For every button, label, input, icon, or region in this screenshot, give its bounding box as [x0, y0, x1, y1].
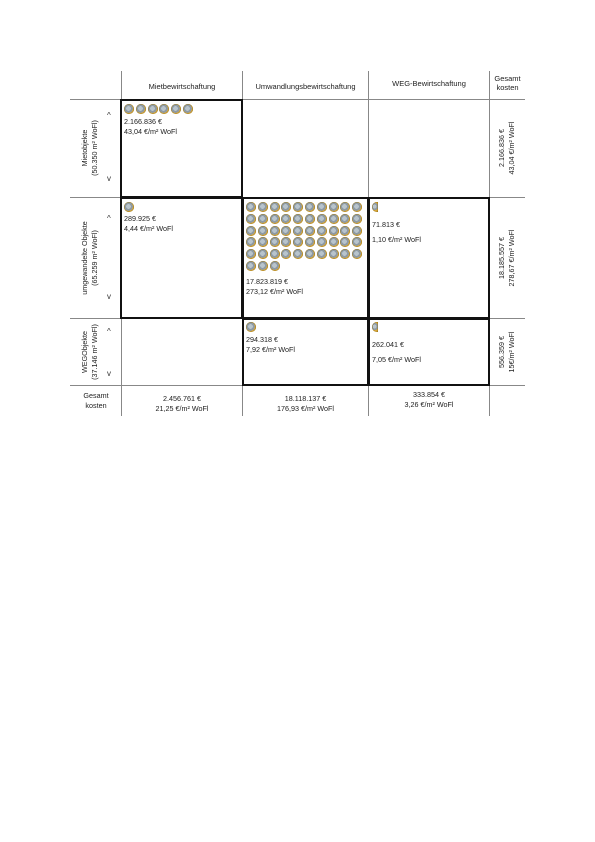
row-header-total [72, 391, 120, 410]
euro-coin-icon [148, 104, 158, 114]
column-header-total-line2: kosten [496, 83, 519, 92]
cell-umw-miet-text [124, 214, 173, 233]
euro-coin-icon [258, 261, 268, 271]
euro-coin-icon [352, 214, 362, 224]
col-total-amount: 18.118.137 € [284, 394, 327, 403]
euro-coin-icon [352, 226, 362, 236]
euro-coin-icon [270, 214, 280, 224]
cell-miet-miet-text [124, 117, 177, 136]
cell-weg-weg-text [372, 340, 421, 364]
column-header-miet: Mietbewirtschaftung [148, 82, 216, 91]
euro-coin-icon [258, 249, 268, 259]
euro-coin-icon [124, 104, 134, 114]
caret-up-icon: ^ [107, 214, 111, 223]
row-header-miet-area: (50.350 m² WoFl) [90, 120, 99, 176]
euro-coin-icon [372, 322, 378, 332]
cell-amount: 17.823.819 € [246, 277, 288, 286]
euro-coin-icon [258, 226, 268, 236]
row-total-amount: 2.166.836 € [497, 129, 506, 167]
cell-per-m2: 7,05 €/m² WoFl [372, 354, 421, 364]
euro-coin-icon [270, 237, 280, 247]
cell-border-miet-miet [120, 99, 243, 198]
cell-umw-umw-text [246, 277, 303, 296]
cell-per-m2: 7,92 €/m² WoFl [246, 344, 295, 354]
col-total-umw [243, 394, 368, 413]
row-total-weg [497, 317, 519, 387]
euro-coin-icon [372, 202, 378, 212]
euro-coin-icon [270, 226, 280, 236]
euro-coin-icon [281, 226, 291, 236]
row-header-umw [80, 198, 102, 318]
col-total-weg [369, 390, 489, 409]
euro-coin-icon [124, 202, 134, 212]
euro-coin-icon [305, 214, 315, 224]
euro-coin-icon [305, 226, 315, 236]
column-header-weg: WEG-Bewirtschaftung [392, 79, 466, 88]
cell-amount: 71.813 € [372, 220, 400, 229]
row-header-weg [80, 307, 102, 397]
cell-amount: 2.166.836 € [124, 117, 162, 126]
euro-coin-icon [317, 249, 327, 259]
row-total-per-m2: 15€/m² WoFl [507, 331, 516, 373]
euro-coin-icon [329, 249, 339, 259]
euro-coin-icon [183, 104, 193, 114]
row-header-umw-label: umgewandelte Objekte [80, 221, 89, 295]
caret-up-icon: ^ [107, 327, 111, 336]
euro-coin-icon [246, 202, 256, 212]
col-total-per-m2: 176,93 €/m² WoFl [277, 403, 334, 413]
row-header-umw-area: (65.259 m² WoFl) [90, 230, 99, 286]
euro-coin-icon [246, 322, 256, 332]
euro-coin-icon [136, 104, 146, 114]
euro-coin-icon [270, 261, 280, 271]
euro-coin-icon [246, 226, 256, 236]
row-total-per-m2: 278,67 €/m² WoFl [507, 229, 516, 287]
cell-border-umw-weg [368, 197, 490, 319]
row-header-total-line2: kosten [85, 400, 107, 410]
euro-coin-icon [329, 202, 339, 212]
cell-per-m2: 1,10 €/m² WoFl [372, 234, 421, 244]
col-total-per-m2: 21,25 €/m² WoFl [155, 403, 209, 413]
euro-coin-icon [246, 261, 256, 271]
column-header-umw: Umwandlungsbewirtschaftung [255, 82, 356, 91]
row-header-miet [80, 98, 102, 198]
cell-amount: 289.925 € [124, 214, 156, 223]
euro-coin-icon [340, 226, 350, 236]
euro-coin-icon [317, 226, 327, 236]
euro-coin-icon [270, 202, 280, 212]
cell-weg-umw-text [246, 335, 295, 354]
col-total-miet [122, 394, 242, 413]
row-header-weg-label: WEGObjekte [80, 331, 89, 373]
euro-coin-icon [293, 226, 303, 236]
column-header-total [490, 74, 525, 92]
row-total-amount: 18.185.557 € [497, 237, 506, 279]
col-total-amount: 333.854 € [413, 390, 445, 399]
cell-umw-weg-text [372, 220, 421, 244]
euro-coin-icon [246, 214, 256, 224]
euro-coin-icon [317, 214, 327, 224]
euro-coin-icon [329, 237, 339, 247]
column-header-total-line1: Gesamt [494, 74, 521, 83]
euro-coin-icon [258, 202, 268, 212]
cell-per-m2: 4,44 €/m² WoFl [124, 223, 173, 233]
cell-per-m2: 43,04 €/m² WoFl [124, 126, 177, 136]
euro-coin-icon [258, 214, 268, 224]
euro-coin-icon [270, 249, 280, 259]
col-total-amount: 2.456.761 € [163, 394, 201, 403]
euro-coin-icon [305, 202, 315, 212]
cell-amount: 262.041 € [372, 340, 404, 349]
caret-down-icon: v [107, 174, 111, 183]
col-total-per-m2: 3,26 €/m² WoFl [404, 399, 454, 409]
row-header-total-line1: Gesamt [83, 391, 109, 400]
euro-coin-icon [317, 202, 327, 212]
euro-coin-icon [329, 214, 339, 224]
row-total-miet [497, 103, 519, 193]
euro-coin-icon [329, 226, 339, 236]
row-header-weg-area: (37.146 m² WoFl) [90, 324, 99, 380]
row-total-amount: 556.359 € [497, 336, 506, 368]
caret-down-icon: v [107, 292, 111, 301]
cell-per-m2: 273,12 €/m² WoFl [246, 286, 303, 296]
row-total-per-m2: 43,04 €/m² WoFl [507, 121, 516, 175]
cell-amount: 294.318 € [246, 335, 278, 344]
row-total-umw [497, 208, 519, 308]
caret-down-icon: v [107, 369, 111, 378]
row-header-miet-label: Mietobjekte [80, 129, 89, 167]
euro-coin-icon [293, 214, 303, 224]
caret-up-icon: ^ [107, 111, 111, 120]
